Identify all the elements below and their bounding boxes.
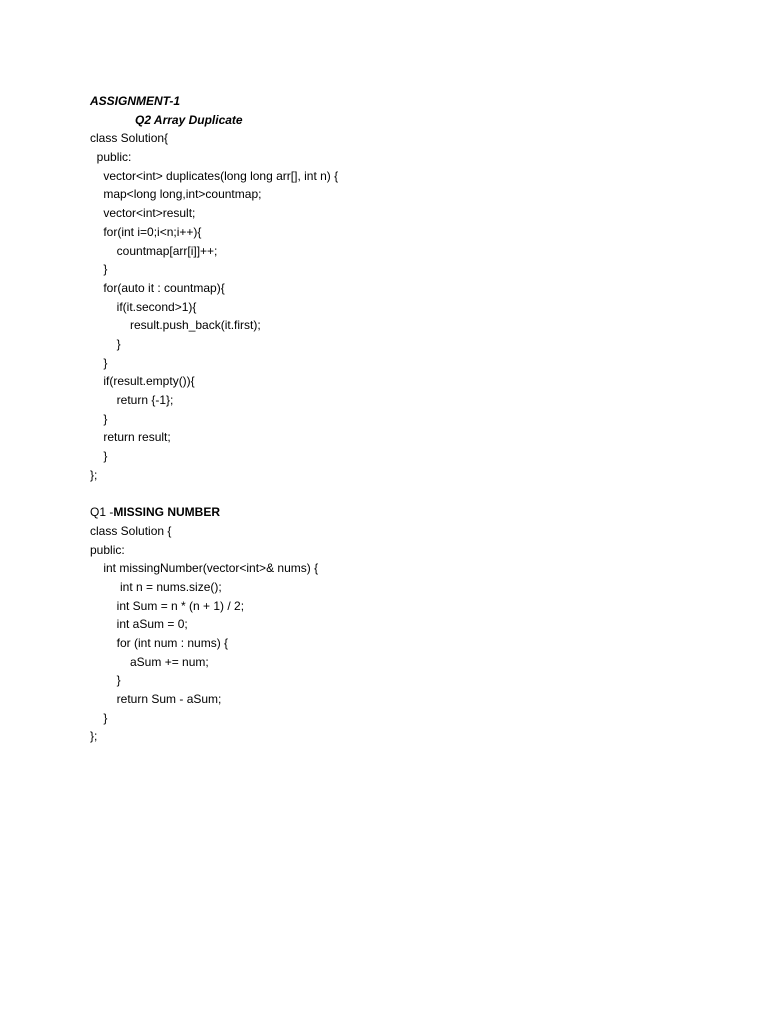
code-line: int missingNumber(vector<int>& nums) {: [90, 561, 319, 576]
q2-code-block: [90, 129, 730, 484]
code-line: for(auto it : countmap){: [90, 280, 225, 295]
code-line: result.push_back(it.first);: [90, 318, 261, 333]
code-line: int Sum = n * (n + 1) / 2;: [90, 598, 245, 613]
code-line: if(result.empty()){: [90, 374, 195, 389]
code-line: class Solution {: [90, 523, 172, 538]
code-line: int n = nums.size();: [90, 579, 222, 594]
code-line: aSum += num;: [90, 654, 209, 669]
code-line: countmap[arr[i]]++;: [90, 243, 218, 258]
code-line: vector<int>result;: [90, 206, 196, 221]
q1-heading-title: MISSING NUMBER: [113, 505, 221, 520]
q2-heading: Q2 Array Duplicate: [135, 112, 243, 127]
code-line: return Sum - aSum;: [90, 692, 222, 706]
code-line: for(int i=0;i<n;i++){: [90, 224, 202, 239]
code-line: }: [90, 336, 121, 351]
code-line: };: [90, 467, 98, 482]
q1-code-block: [90, 522, 730, 746]
code-line: return {-1};: [90, 393, 174, 407]
code-line: }: [90, 710, 108, 725]
code-line: vector<int> duplicates(long long arr[], int n) {: [90, 168, 339, 183]
code-line: public:: [90, 542, 125, 557]
code-line: }: [90, 673, 121, 688]
code-line: }: [90, 449, 108, 464]
code-line: public:: [90, 150, 132, 165]
q1-heading-prefix: Q1 -: [90, 505, 114, 520]
code-line: };: [90, 729, 98, 744]
code-line: return result;: [90, 430, 171, 445]
code-line: }: [90, 262, 108, 277]
code-line: class Solution{: [90, 131, 169, 146]
assignment-title: ASSIGNMENT-1: [90, 94, 181, 108]
q1-heading: [90, 503, 730, 522]
code-line: }: [90, 355, 108, 370]
document-body: [90, 92, 730, 746]
code-line: if(it.second>1){: [90, 299, 197, 314]
code-line: int aSum = 0;: [90, 617, 188, 632]
code-line: for (int num : nums) {: [90, 635, 229, 650]
code-line: map<long long,int>countmap;: [90, 187, 262, 202]
code-line: }: [90, 411, 108, 426]
spacer: [90, 484, 730, 503]
